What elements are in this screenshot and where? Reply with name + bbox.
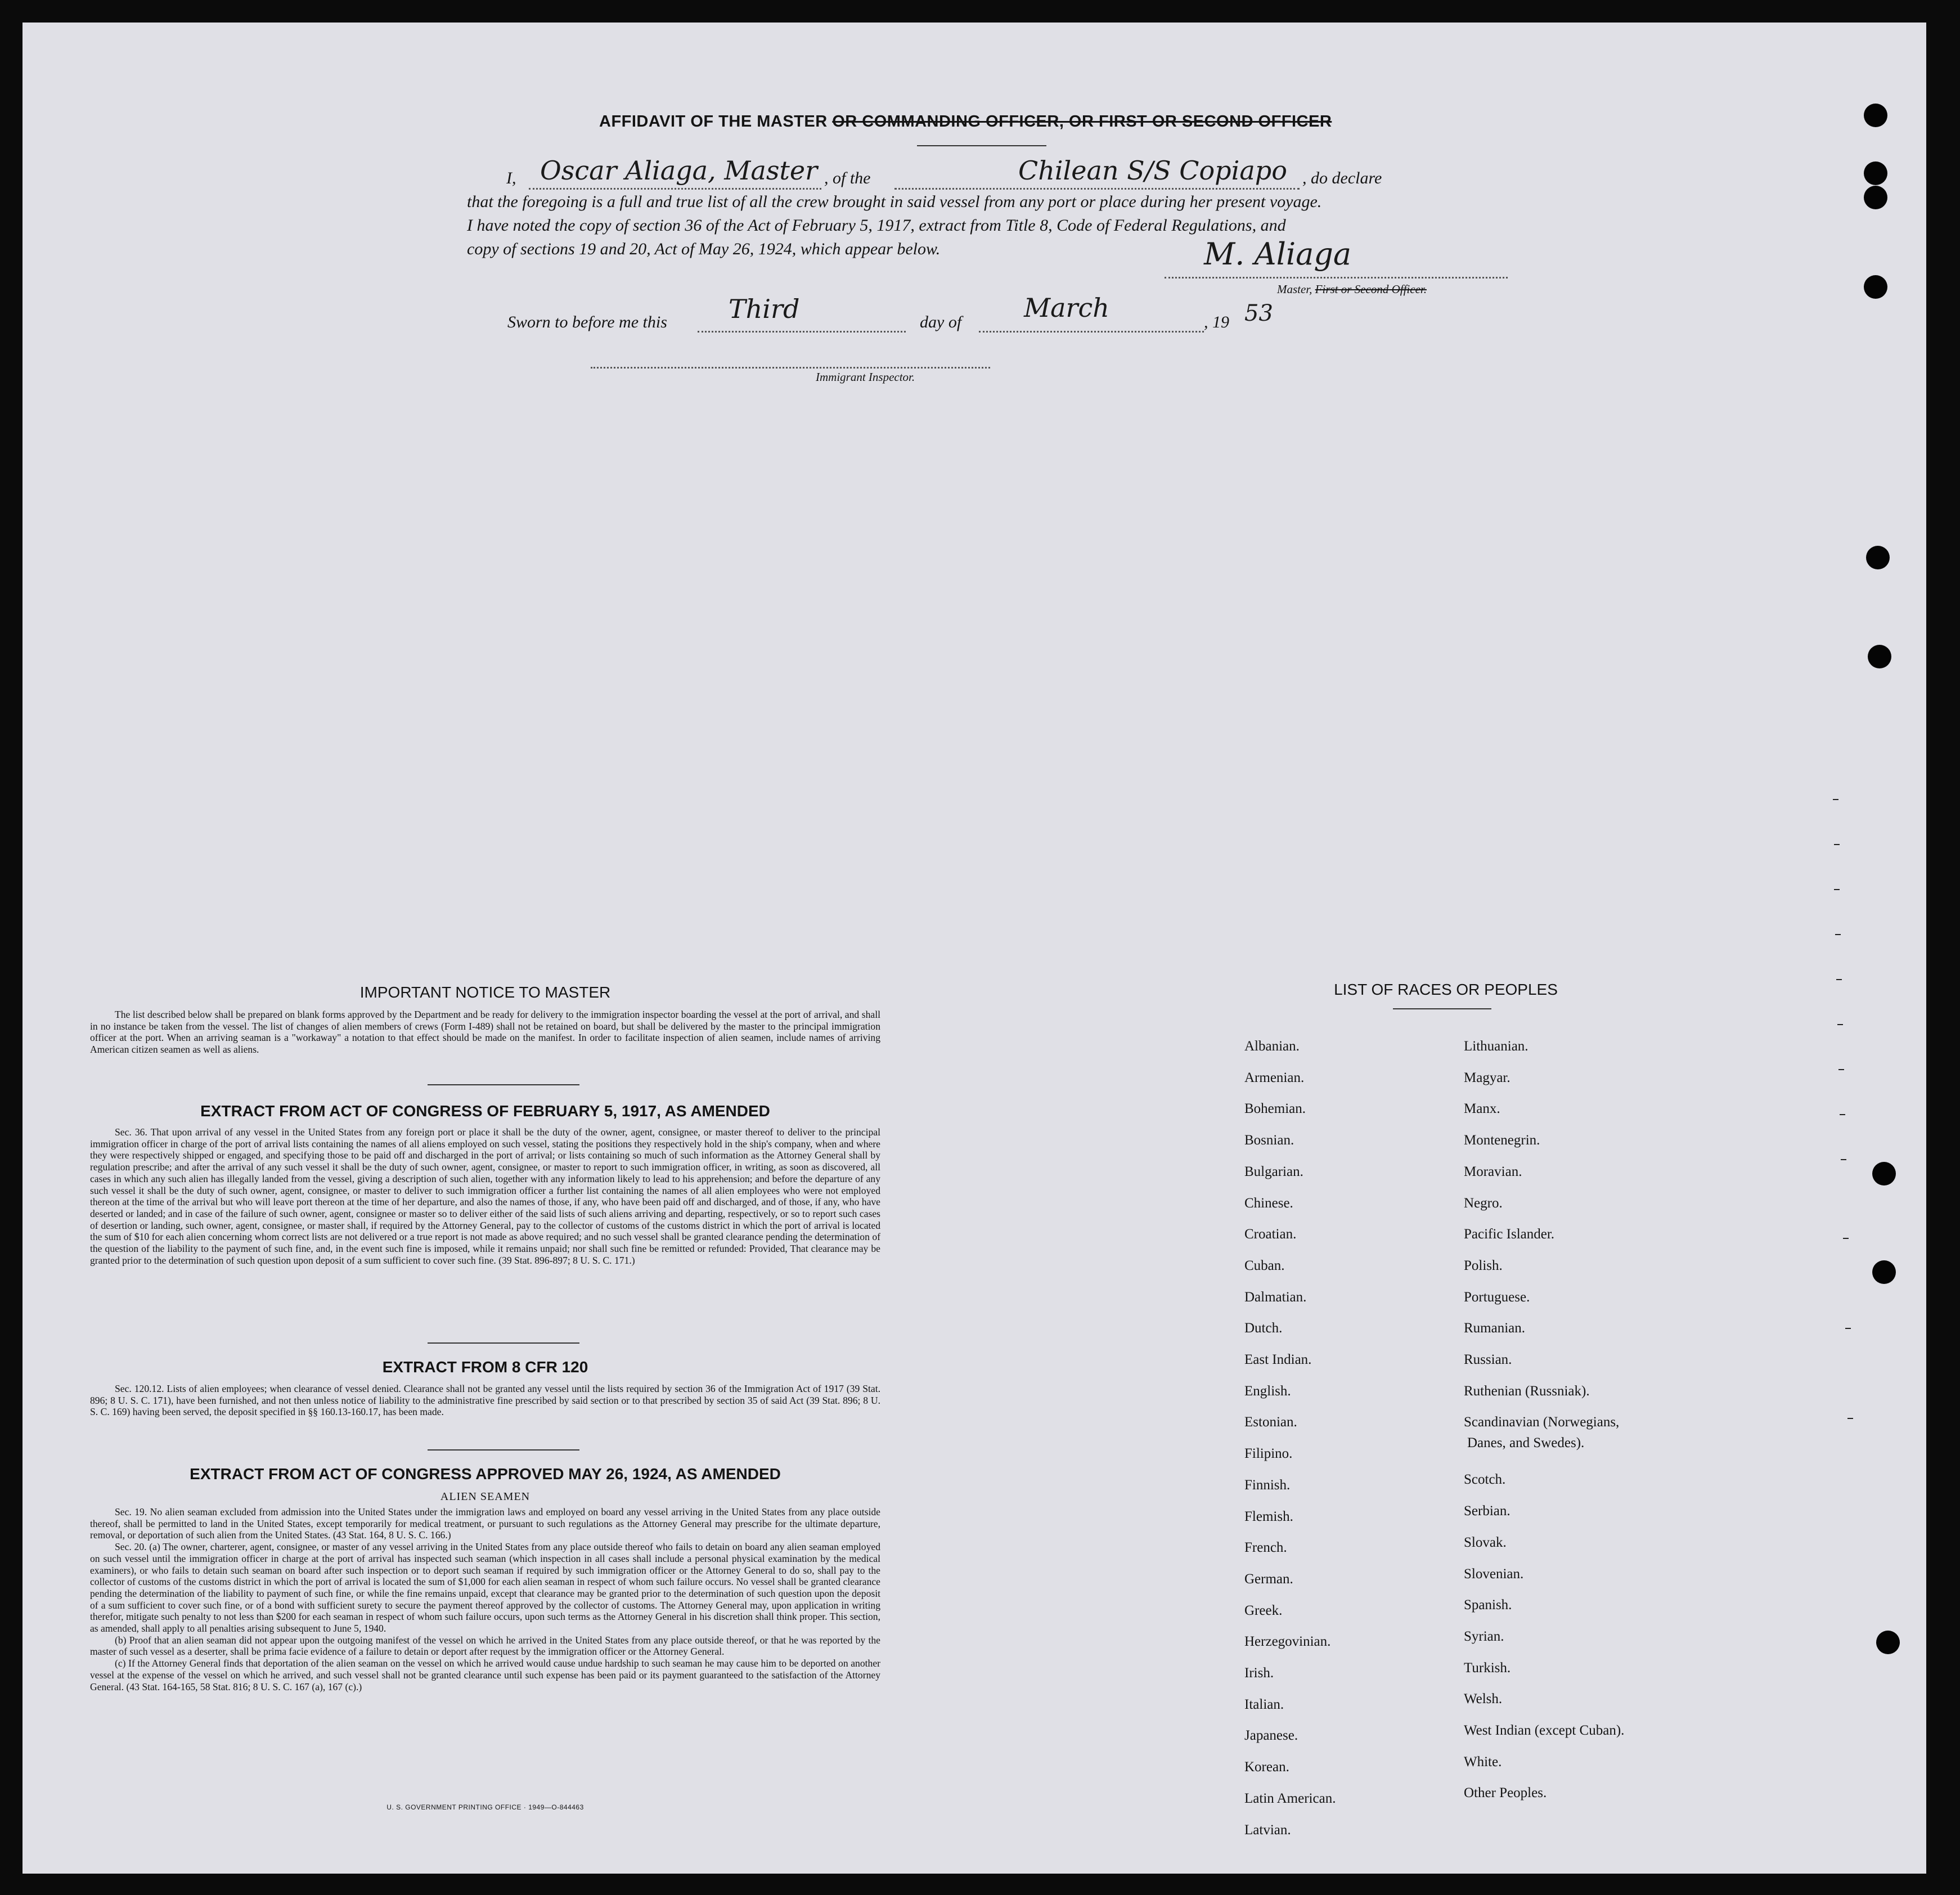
race-item: Bosnian.	[1244, 1133, 1294, 1148]
do-declare-text: , do declare	[1302, 169, 1382, 187]
title-rule	[917, 145, 1046, 146]
declaration-line-3: I have noted the copy of section 36 of the Act of February 5, 1917, extract from Title 8, Code of Federal Regulations, and	[467, 216, 1286, 235]
race-item: Estonian.	[1244, 1414, 1297, 1430]
extract-1917-heading: EXTRACT FROM ACT OF CONGRESS OF FEBRUARY 5, 1917, AS AMENDED	[200, 1102, 770, 1120]
races-heading: LIST OF RACES OR PEOPLES	[1334, 981, 1558, 998]
race-item: Lithuanian.	[1464, 1039, 1529, 1054]
race-item: Portuguese.	[1464, 1289, 1530, 1305]
race-item: Filipino.	[1244, 1446, 1293, 1462]
section-rule	[428, 1449, 579, 1451]
race-item: Chinese.	[1244, 1195, 1293, 1211]
race-item: Montenegrin.	[1464, 1133, 1540, 1148]
race-item: Ruthenian (Russniak).	[1464, 1383, 1590, 1399]
section-20b-paragraph: (b) Proof that an alien seaman did not appear upon the outgoing manifest of the vessel on which he arrived in the United States from any place outside thereof, or that he was reported by the master of such vessel as a deserter, shall be prima facie evidence of a failure to detain or deport after request by the immigration officer or the Attorney General.	[90, 1634, 880, 1658]
extract-1924-heading: EXTRACT FROM ACT OF CONGRESS APPROVED MAY 26, 1924, AS AMENDED	[190, 1465, 781, 1483]
punch-hole	[1866, 546, 1890, 569]
extract-1917-text: Sec. 36. That upon arrival of any vessel in the United States from any foreign port or place it shall be the duty of the owner, agent, consignee, or master thereof to deliver to the principal immigration officer in charge of the port of arrival lists containing the names of all aliens employed on such vessel, stating the positions they respectively hold in the ship's company, when and where they were respectively shipped or engaged, and specifying those to be paid off and discharged in the port of arrival; or lists containing so much of such information as the Attorney General shall by regulation prescribe; and after the arrival of any such vessel it shall be the duty of such owner, agent, consignee, or master to report to such immigration officer, in writing, as soon as discovered, all cases in which any such alien has illegally landed from the vessel, giving a description of such alien, together with any information likely to lead to his apprehension; and before the departure of any such vessel it shall be the duty of such owner, agent, consignee, or master to deliver to such immigration officer a further list containing the names of all alien employees who were not employed thereon at the time of the arrival but who will leave port thereon at the time of her departure, and also the names of those, if any, who have been paid off and discharged, and of those, if any, who have deserted or landed; and in case of the failure of such owner, agent, consignee or master so to deliver either of the said lists of such aliens arriving and departing, respectively, or so to report such cases of desertion or landing, such owner, agent, consignee, or master shall, if required by the Attorney General, pay to the collector of customs of the customs district in which the port of arrival is located the sum of $10 for each alien concerning whom correct lists are not delivered or a true report is not made as above required; and no such vessel shall be granted clearance pending the determination of the question of the liability to the payment of such fine, and, in the event such fine is imposed, while it remains unpaid; nor shall such fine be remitted or refunded: Provided, That clearance may be granted prior to the determination of such question upon deposit of a sum sufficient to cover such fine. (39 Stat. 896-897; 8 U. S. C. 171.)	[90, 1126, 880, 1266]
punch-hole	[1864, 161, 1887, 185]
punch-hole	[1872, 1162, 1896, 1186]
race-item: Dutch.	[1244, 1321, 1283, 1336]
extract-8cfr-text: Sec. 120.12. Lists of alien employees; when clearance of vessel denied. Clearance shall not be granted any vessel until the lists required by section 36 of the Immigration Act of 1917 (39 Stat. 896; 8 U. S. C. 171), have been furnished, and not then unless notice of liability to the administrative fine prescribed by said section or to that prescribed by section 35 of said Act (39 Stat. 896; 8 U. S. C. 169) having been served, the deposit specified in §§ 160.13-160.17, has been made.	[90, 1383, 880, 1418]
margin-tick	[1835, 934, 1841, 935]
immigrant-inspector-label: Immigrant Inspector.	[816, 370, 915, 384]
year-handwriting: 53	[1244, 300, 1273, 326]
margin-tick	[1840, 1114, 1845, 1115]
master-name-handwriting: Oscar Aliaga, Master	[540, 155, 818, 186]
race-item: Scotch.	[1464, 1472, 1506, 1488]
punch-hole	[1868, 645, 1891, 668]
margin-tick	[1847, 1418, 1853, 1419]
master-label: Master, First or Second Officer.	[1277, 282, 1427, 296]
race-item: Bulgarian.	[1244, 1164, 1303, 1179]
master-label-struck: First or Second Officer.	[1315, 282, 1427, 296]
race-item: Manx.	[1464, 1101, 1500, 1117]
race-item: Pacific Islander.	[1464, 1227, 1555, 1242]
race-item: Bohemian.	[1244, 1101, 1306, 1117]
section-19-paragraph: Sec. 19. No alien seaman excluded from admission into the United States under the immigration laws and employed on board any vessel arriving in the United States from any place outside thereof, shall be permitted to land in the United States, except temporarily for medical treatment, or pursuant to such regulations as the Attorney General may prescribe for the ultimate departure, removal, or deportation of such alien from the United States. (43 Stat. 164, 8 U. S. C. 166.)	[90, 1506, 880, 1541]
alien-seamen-subheading: ALIEN SEAMEN	[440, 1490, 531, 1503]
race-item: Cuban.	[1244, 1258, 1285, 1273]
race-item-continuation: Danes, and Swedes).	[1467, 1435, 1585, 1451]
race-item: French.	[1244, 1540, 1287, 1556]
punch-hole	[1872, 1260, 1896, 1284]
race-item: Korean.	[1244, 1759, 1289, 1775]
master-signature: M. Aliaga	[1204, 236, 1352, 272]
race-item: Magyar.	[1464, 1070, 1511, 1085]
margin-tick	[1843, 1238, 1849, 1239]
punch-hole	[1864, 275, 1887, 299]
margin-tick	[1837, 1024, 1843, 1025]
declaration-line-2: that the foregoing is a full and true list of all the crew brought in said vessel from any port or place during her present voyage.	[467, 192, 1322, 211]
extract-8cfr-heading: EXTRACT FROM 8 CFR 120	[382, 1358, 588, 1376]
race-item: Turkish.	[1464, 1660, 1511, 1676]
year-prefix: , 19	[1204, 313, 1229, 331]
race-item: Negro.	[1464, 1195, 1503, 1211]
race-item: Russian.	[1464, 1352, 1512, 1368]
sworn-month-handwriting: March	[1024, 293, 1109, 323]
race-item: Croatian.	[1244, 1227, 1297, 1242]
race-item: Spanish.	[1464, 1597, 1512, 1613]
race-item: Flemish.	[1244, 1508, 1293, 1524]
race-item: Serbian.	[1464, 1503, 1511, 1519]
race-item: Herzegovinian.	[1244, 1634, 1331, 1650]
affidavit-title: AFFIDAVIT OF THE MASTER OR COMMANDING OFFICER, OR FIRST OR SECOND OFFICER	[599, 113, 1332, 131]
punch-hole	[1864, 186, 1887, 209]
affidavit-title-struck: OR COMMANDING OFFICER, OR FIRST OR SECOND OFFICER	[832, 113, 1332, 131]
race-item: Moravian.	[1464, 1164, 1522, 1179]
form-sheet	[23, 23, 1926, 1874]
race-item: Other Peoples.	[1464, 1785, 1547, 1801]
sworn-line	[467, 293, 1513, 334]
race-item: Latin American.	[1244, 1790, 1336, 1806]
race-item: Greek.	[1244, 1602, 1283, 1618]
margin-tick	[1834, 889, 1840, 890]
section-20a-paragraph: Sec. 20. (a) The owner, charterer, agent, consignee, or master of any vessel arriving in the United States from any place outside thereof who fails to detain on board any alien seaman employed on such vessel until the immigration officer in charge at the port of arrival has inspected such seaman (which inspection in all cases shall include a personal physical examination by the medical examiners), or who fails to detain such seaman on board after such inspection or to deport such seaman if required by such immigration officer or the Attorney General to do so, shall pay to the collector of customs of the customs district in which the port of arrival is located the sum of $1,000 for each alien seaman in respect of whom such failure occurs. No vessel shall be granted clearance pending the determination of the liability to payment of such fine, or while the fine remains unpaid, except that clearance may be granted prior to the determination of such question upon the deposit of a sum sufficient to cover such fine, or of a bond with sufficient surety to secure the payment thereof approved by the collector of customs. The Attorney General may, upon application in writing therefor, mitigate such penalty to not less than $200 for each seaman in respect of whom such failure occurs, upon such terms as the Attorney General in his discretion shall think proper. This section, as amended, shall apply to all penalties arising subsequent to June 5, 1940.	[90, 1541, 880, 1634]
printer-imprint: U. S. GOVERNMENT PRINTING OFFICE · 1949—O-844463	[386, 1803, 584, 1811]
extract-1924-text	[90, 1506, 880, 1692]
race-item: German.	[1244, 1571, 1293, 1587]
race-item: Armenian.	[1244, 1070, 1305, 1085]
race-item: Rumanian.	[1464, 1321, 1526, 1336]
punch-hole	[1864, 104, 1887, 127]
race-item: West Indian (except Cuban).	[1464, 1723, 1625, 1739]
race-item: Polish.	[1464, 1258, 1503, 1273]
race-item: Albanian.	[1244, 1039, 1300, 1054]
of-the-text: , of the	[824, 169, 871, 187]
day-of-text: day of	[920, 313, 962, 331]
punch-hole	[1876, 1631, 1900, 1654]
race-item: Syrian.	[1464, 1628, 1504, 1644]
race-item: Irish.	[1244, 1665, 1274, 1681]
notice-heading: IMPORTANT NOTICE TO MASTER	[359, 984, 611, 1001]
i-prefix: I,	[506, 169, 516, 187]
section-rule	[428, 1084, 579, 1085]
race-item: Dalmatian.	[1244, 1289, 1307, 1305]
races-column-1	[1244, 1031, 1336, 1845]
race-item: Latvian.	[1244, 1822, 1291, 1838]
race-item: Finnish.	[1244, 1477, 1291, 1493]
race-item: East Indian.	[1244, 1352, 1312, 1368]
race-item: White.	[1464, 1754, 1502, 1770]
races-column-2	[1464, 1031, 1624, 1809]
race-item: Japanese.	[1244, 1728, 1298, 1744]
notice-text: The list described below shall be prepared on blank forms approved by the Department and be ready for delivery to the immigration inspector boarding the vessel at the port of arrival, and shall in no instance be taken from the vessel. The list of changes of alien members of crews (Form I-489) shall not be retained on board, but shall be delivered by the master to the principal immigration officer at the port. When an arriving seaman is a "workaway" a notation to that effect should be made on the manifest. In order to facilitate inspection of alien seamen, include names of arriving American citizen seamen as well as aliens.	[90, 1009, 880, 1056]
margin-tick	[1834, 844, 1840, 845]
race-item-multiline: Scandinavian (Norwegians, Danes, and Swedes).	[1464, 1407, 1624, 1464]
margin-tick	[1841, 1159, 1846, 1160]
sworn-day-handwriting: Third	[729, 294, 800, 324]
race-item: Italian.	[1244, 1696, 1284, 1712]
affidavit-declaration	[467, 155, 1513, 261]
races-rule	[1393, 1008, 1491, 1009]
margin-tick	[1838, 1069, 1844, 1070]
section-rule	[428, 1342, 579, 1344]
sworn-prefix: Sworn to before me this	[507, 313, 667, 331]
race-item: English.	[1244, 1383, 1291, 1399]
vessel-name-handwriting: Chilean S/S Copiapo	[1018, 155, 1287, 186]
race-item: Slovak.	[1464, 1534, 1507, 1550]
declaration-line-4: copy of sections 19 and 20, Act of May 26, 1924, which appear below.	[467, 240, 941, 258]
margin-tick	[1833, 799, 1838, 800]
margin-tick	[1836, 979, 1842, 980]
section-20c-paragraph: (c) If the Attorney General finds that deportation of the alien seaman on the vessel on which he arrived would cause undue hardship to such seaman he may cause him to be deported on another vessel at the expense of the vessel on which he arrived, and such vessel shall not be granted clearance until such expense has been paid or its payment guaranteed to the satisfaction of the Attorney General. (43 Stat. 164-165, 58 Stat. 816; 8 U. S. C. 167 (a), 167 (c).)	[90, 1658, 880, 1692]
race-item: Slovenian.	[1464, 1566, 1524, 1582]
race-item: Welsh.	[1464, 1691, 1503, 1707]
margin-tick	[1845, 1328, 1851, 1329]
